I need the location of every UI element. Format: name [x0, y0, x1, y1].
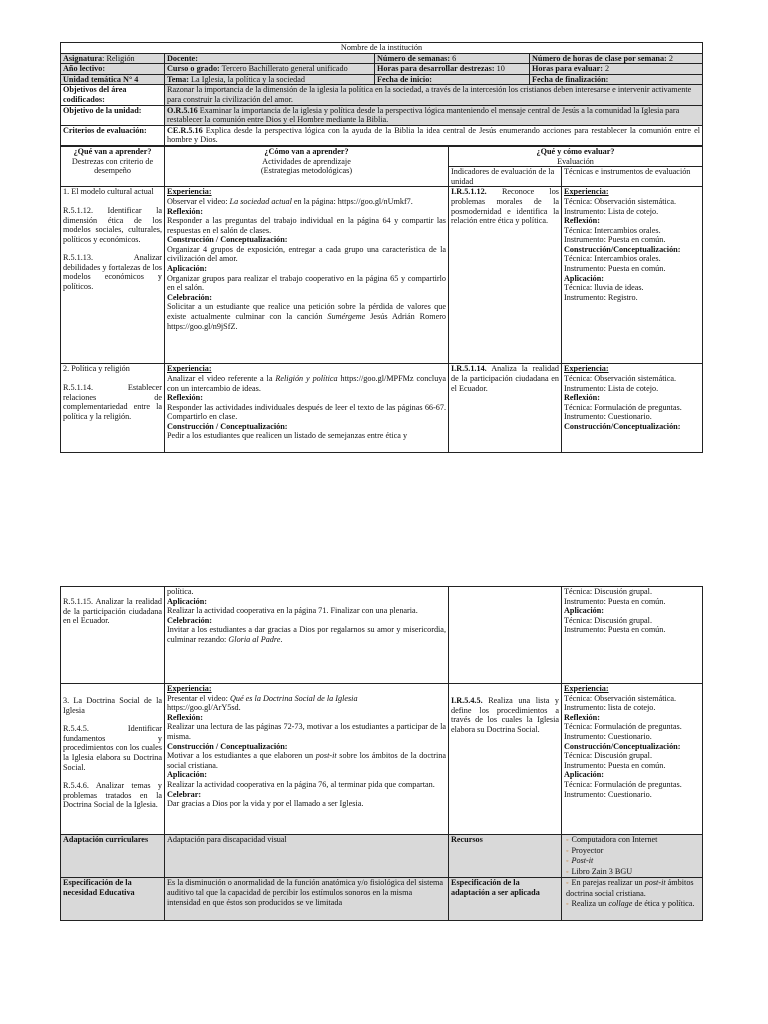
objetivos-area-text: Razonar la importancia de la dimensión de la iglesia la política en la sociedad, a través de la intercesión los cristianos deben interesarse e intervenir activamente para construir la civilización del amor. [165, 85, 703, 105]
indicador-cell: I.R.5.1.12. Reconoce los problemas morales de la posmodernidad e identifica la relación entre ética y política. [449, 187, 562, 364]
table-row [61, 835, 703, 878]
actividades-cell: política. Aplicación: Realizar la actividad cooperativa en la página 71. Finalizar con una plenaria. Celebración: Invitar a los estudiantes a dar gracias a Dios por regalarnos su amor y misericordia, culminar rezando: Gloria al Padre. [165, 587, 449, 684]
planning-table-continued [60, 586, 703, 921]
semanas-cell: Número de semanas: 6 [375, 53, 530, 64]
planning-page-2 [60, 586, 702, 921]
unidad-cell: Unidad temática N° 4 [61, 74, 165, 85]
column-como-aprender: ¿Cómo van a aprender? Actividades de aprendizaje (Estrategias metodológicas) [165, 146, 449, 186]
recursos-label: Recursos [449, 835, 562, 878]
column-evaluar: ¿Qué y cómo evaluar? Evaluación [449, 146, 703, 166]
objetivo-unidad-text: O.R.5.16 Examinar la importancia de la iglesia y política desde la perspectiva lógica manteniendo el mensaje central de Jesús a la comunidad la Iglesia para restablecer la comunión entre Dios y el Hombre mediante la Biblia. [165, 105, 703, 125]
list-item: ◦ Realiza un collage de ética y política. [564, 899, 700, 910]
list-item: ◦ En parejas realizar un post-it ámbitos doctrina social cristiana. [564, 878, 700, 898]
docente-cell: Docente: [165, 53, 375, 64]
table-row [61, 187, 703, 364]
asignatura-cell: Asignatura: Religión [61, 53, 165, 64]
objetivos-area-label: Objetivos del área codificados: [61, 85, 165, 105]
tecnicas-cell: Experiencia: Técnica: Observación sistemática. Instrumento: Lista de cotejo. Reflexión: Técnica: Intercambios orales. Instrumento: Puesta en común. Construcción/Conceptualización: Técnica: Intercambios orales. Instrumento: Puesta en común. Aplicación: Técnica: lluvia de ideas. Instrumento: Registro. [562, 187, 703, 364]
column-indicadores: Indicadores de evaluación de la unidad [449, 167, 562, 187]
institution-name: Nombre de la institución [61, 43, 703, 54]
planning-table-top [60, 42, 703, 146]
tecnicas-cell: Técnica: Discusión grupal. Instrumento: Puesta en común. Aplicación: Técnica: Discusión grupal. Instrumento: Puesta en común. [562, 587, 703, 684]
especificacion-text: Es la disminución o anormalidad de la función anatómica y/o fisiológica del sistema auditivo tal que la capacidad de percibir los estímulos sonoros en la misma intensidad en que éstos son producidos se ve limitada [165, 878, 449, 921]
destreza-cell: R.5.1.15. Analizar la realidad de la participación ciudadana en el Ecuador. [61, 587, 165, 684]
actividades-cell: Experiencia: Observar el video: La sociedad actual en la página: https://goo.gl/nUmkf7. Reflexión: Responder a las preguntas del trabajo individual en la página 64 y compartir las respuestas en el salón de clases. Construcción / Conceptualización: Organizar 4 grupos de exposición, entregar a cada grupo una característica de la civilización del amor. Aplicación: Organizar grupos para realizar el trabajo cooperativo en la página 65 y compartirlo en el salón. Celebración: Solicitar a un estudiante que realice una petición sobre la pérdida de valores que existe actualmente culminar con la canción Sumérgeme Jesús Adrián Romero https://goo.gl/n9jSfZ. [165, 187, 449, 364]
fecha-fin-cell: Fecha de finalización: [530, 74, 703, 85]
adaptacion-text: Adaptación para discapacidad visual [165, 835, 449, 878]
adaptacion-label: Adaptación curriculares [61, 835, 165, 878]
especificacion-label: Especificación de la necesidad Educativa [61, 878, 165, 921]
horas-evaluar-cell: Horas para evaluar: 2 [530, 64, 703, 75]
column-tecnicas: Técnicas e instrumentos de evaluación [562, 167, 703, 187]
horas-semana-cell: Número de horas de clase por semana: 2 [530, 53, 703, 64]
especificacion-adaptacion-label: Especificación de la adaptación a ser aplicada [449, 878, 562, 921]
indicador-cell: I.R.5.4.5. Realiza una lista y define los procedimientos a través de los cuales la Iglesia elabora su Doctrina Social. [449, 684, 562, 835]
list-item: ◦ Computadora con Internet [564, 835, 700, 846]
destreza-cell: 1. El modelo cultural actual R.5.1.12. Identificar la dimensión ética de los modelos sociales, culturales, políticos y económicos. R.5.1.13. Analizar debilidades y fortalezas de los modelos económicos y políticos. [61, 187, 165, 364]
planning-table-activities [60, 146, 703, 453]
indicador-cell: I.R.5.1.14. Analiza la realidad de la participación ciudadana en el Ecuador. [449, 364, 562, 453]
fecha-inicio-cell: Fecha de inicio: [375, 74, 530, 85]
recursos-list [562, 835, 703, 878]
table-row [61, 364, 703, 453]
planning-page-1 [60, 42, 702, 453]
list-item: ◦ Proyector [564, 846, 700, 857]
objetivo-unidad-label: Objetivo de la unidad: [61, 105, 165, 125]
list-item: ◦ Post-it [564, 856, 700, 867]
ano-lectivo-cell: Año lectivo: [61, 64, 165, 75]
actividades-cell: Experiencia: Presentar el video: Qué es la Doctrina Social de la Iglesia https://goo.gl/ArY5sd. Reflexión: Realizar una lectura de las páginas 72-73, motivar a los estudiantes a participar de la misma. Construcción / Conceptualización: Motivar a los estudiantes a que elaboren un post-it sobre los ámbitos de la doctrina social cristiana. Aplicación: Realizar la actividad cooperativa en la página 76, al terminar pida que compartan. Celebrar: Dar gracias a Dios por la vida y por el llamado a ser Iglesia. [165, 684, 449, 835]
criterios-text: CE.R.5.16 Explica desde la perspectiva lógica con la ayuda de la Biblia la idea central de Jesús enumerando acciones para restablecer la comunión entre el hombre y Dios. [165, 125, 703, 145]
curso-cell: Curso o grado: Tercero Bachillerato general unificado [165, 64, 375, 75]
actividades-cell: Experiencia: Analizar el video referente a la Religión y política https://goo.gl/MPFMz concluya con un intercambio de ideas. Reflexión: Responder las actividades individuales después de leer el texto de las páginas 66-67. Compartirlo en clase. Construcción / Conceptualización: Pedir a los estudiantes que realicen un listado de semejanzas entre ética y [165, 364, 449, 453]
indicador-cell [449, 587, 562, 684]
table-row [61, 878, 703, 921]
criterios-label: Criterios de evaluación: [61, 125, 165, 145]
table-row [61, 587, 703, 684]
table-row [61, 684, 703, 835]
column-que-aprender: ¿Qué van a aprender? Destrezas con criterio de desempeño [61, 146, 165, 186]
tema-cell: Tema: La Iglesia, la política y la sociedad [165, 74, 375, 85]
especificacion-adaptacion-list [562, 878, 703, 921]
destreza-cell: 3. La Doctrina Social de la Iglesia R.5.4.5. Identificar fundamentos y procedimientos con los cuales la Iglesia elabora su Doctrina Social. R.5.4.6. Analizar temas y problemas tratados en la Doctrina Social de la Iglesia. [61, 684, 165, 835]
tecnicas-cell: Experiencia: Técnica: Observación sistemática. Instrumento: Lista de cotejo. Reflexión: Técnica: Formulación de preguntas. Instrumento: Cuestionario. Construcción/Conceptualización: [562, 364, 703, 453]
tecnicas-cell: Experiencia: Técnica: Observación sistemática. Instrumento: lista de cotejo. Reflexión: Técnica: Formulación de preguntas. Instrumento: Cuestionario. Construcción/Conceptualización: Técnica: Discusión grupal. Instrumento: Puesta en común. Aplicación: Técnica: Formulación de preguntas. Instrumento: Cuestionario. [562, 684, 703, 835]
horas-destrezas-cell: Horas para desarrollar destrezas: 10 [375, 64, 530, 75]
destreza-cell: 2. Política y religión R.5.1.14. Establecer relaciones de complementariedad entre la política y la religión. [61, 364, 165, 453]
list-item: ◦ Libro Zain 3 BGU [564, 867, 700, 878]
